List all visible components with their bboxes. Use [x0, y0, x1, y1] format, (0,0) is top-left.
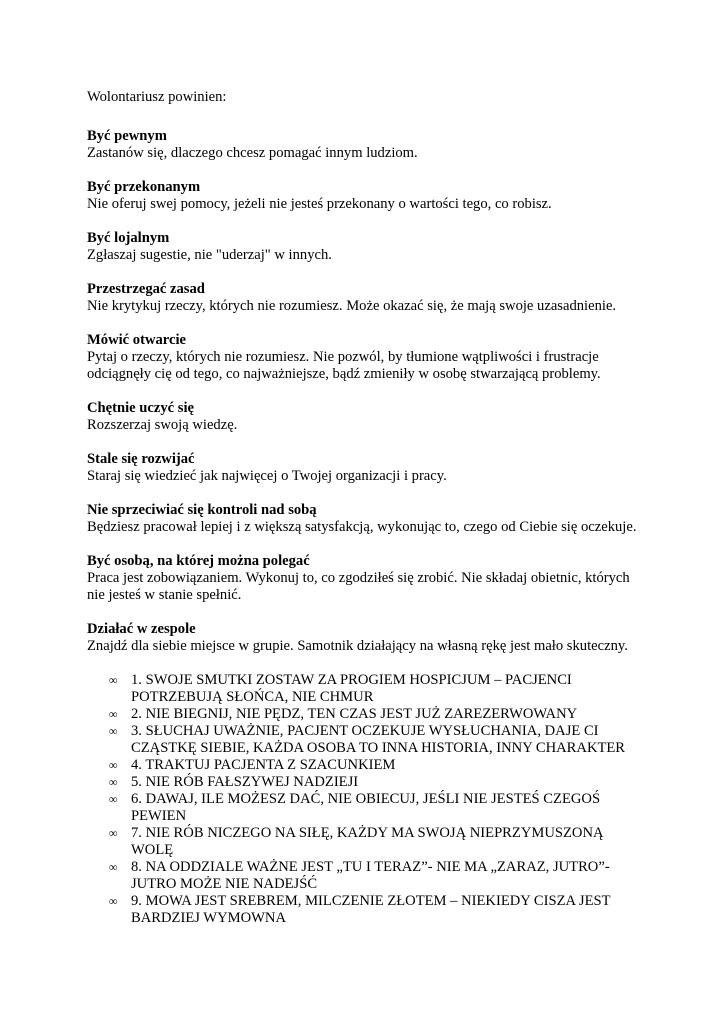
section-be-convinced — [87, 179, 647, 213]
section-body: Będziesz pracował lepiej i z większą satysfakcją, wykonując to, czego od Ciebie się oczekuje. — [87, 519, 637, 535]
rules-list — [87, 672, 647, 927]
section-body: Praca jest zobowiązaniem. Wykonuj to, co zgodziłeś się zrobić. Nie składaj obietnic, których nie jesteś w stanie spełnić. — [87, 570, 630, 603]
section-heading: Nie sprzeciwiać się kontroli nad sobą — [87, 502, 317, 518]
section-body: Zgłaszaj sugestie, nie "uderzaj" w innych. — [87, 247, 332, 263]
infinity-bullet-icon: ∞ — [109, 792, 118, 806]
section-accept-supervision — [87, 502, 647, 536]
list-item — [87, 706, 647, 723]
section-teamwork — [87, 621, 647, 655]
list-item — [87, 774, 647, 791]
list-item — [87, 791, 647, 825]
section-be-reliable — [87, 553, 647, 604]
list-item-text: 4. TRAKTUJ PACJENTA Z SZACUNKIEM — [131, 757, 396, 773]
section-body: Nie oferuj swej pomocy, jeżeli nie jesteś przekonany o wartości tego, co robisz. — [87, 196, 552, 212]
section-speak-openly — [87, 332, 647, 383]
list-item-text: 3. SŁUCHAJ UWAŻNIE, PACJENT OCZEKUJE WYSŁUCHANIA, DAJE CI CZĄSTKĘ SIEBIE, KAŻDA OSOBA TO INNA HISTORIA, INNY CHARAKTER — [131, 723, 626, 756]
list-item — [87, 825, 647, 859]
section-heading: Być przekonanym — [87, 179, 201, 195]
section-heading: Być lojalnym — [87, 230, 170, 246]
section-heading: Być osobą, na której można polegać — [87, 553, 310, 569]
list-item-text: 8. NA ODDZIALE WAŻNE JEST „TU I TERAZ”- NIE MA „ZARAZ, JUTRO”- JUTRO MOŻE NIE NADEJŚĆ — [131, 859, 610, 892]
section-heading: Mówić otwarcie — [87, 332, 187, 348]
section-keep-developing — [87, 451, 647, 485]
section-body: Znajdź dla siebie miejsce w grupie. Samotnik działający na własną rękę jest mało skuteczny. — [87, 638, 628, 654]
infinity-bullet-icon: ∞ — [109, 758, 118, 772]
list-item-text: 2. NIE BIEGNIJ, NIE PĘDZ, TEN CZAS JEST JUŻ ZAREZERWOWANY — [131, 706, 578, 722]
section-heading: Stale się rozwijać — [87, 451, 195, 467]
infinity-bullet-icon: ∞ — [109, 894, 118, 908]
list-item-text: 5. NIE RÓB FAŁSZYWEJ NADZIEJI — [131, 774, 359, 790]
section-be-loyal — [87, 230, 647, 264]
section-body: Rozszerzaj swoją wiedzę. — [87, 417, 238, 433]
infinity-bullet-icon: ∞ — [109, 860, 118, 874]
section-body: Nie krytykuj rzeczy, których nie rozumiesz. Może okazać się, że mają swoje uzasadnienie. — [87, 298, 617, 314]
list-item-text: 6. DAWAJ, ILE MOŻESZ DAĆ, NIE OBIECUJ, JEŚLI NIE JESTEŚ CZEGOŚ PEWIEN — [131, 791, 601, 824]
section-follow-rules — [87, 281, 647, 315]
infinity-bullet-icon: ∞ — [109, 826, 118, 840]
list-item — [87, 672, 647, 706]
list-item — [87, 723, 647, 757]
list-item — [87, 757, 647, 774]
list-item-text: 1. SWOJE SMUTKI ZOSTAW ZA PROGIEM HOSPICJUM – PACJENCI POTRZEBUJĄ SŁOŃCA, NIE CHMUR — [131, 672, 572, 705]
section-heading: Być pewnym — [87, 128, 167, 144]
section-heading: Przestrzegać zasad — [87, 281, 205, 297]
intro-text: Wolontariusz powinien: — [87, 89, 227, 105]
section-be-confident — [87, 128, 647, 162]
section-learn-willingly — [87, 400, 647, 434]
section-body: Zastanów się, dlaczego chcesz pomagać innym ludziom. — [87, 145, 418, 161]
infinity-bullet-icon: ∞ — [109, 724, 118, 738]
infinity-bullet-icon: ∞ — [109, 775, 118, 789]
document-page — [87, 89, 647, 927]
section-body: Staraj się wiedzieć jak najwięcej o Twojej organizacji i pracy. — [87, 468, 447, 484]
infinity-bullet-icon: ∞ — [109, 707, 118, 721]
list-item-text: 9. MOWA JEST SREBREM, MILCZENIE ZŁOTEM – NIEKIEDY CISZA JEST BARDZIEJ WYMOWNA — [131, 893, 611, 926]
list-item — [87, 859, 647, 893]
infinity-bullet-icon: ∞ — [109, 673, 118, 687]
list-item-text: 7. NIE RÓB NICZEGO NA SIŁĘ, KAŻDY MA SWOJĄ NIEPRZYMUSZONĄ WOLĘ — [131, 825, 604, 858]
section-heading: Działać w zespole — [87, 621, 196, 637]
list-item — [87, 893, 647, 927]
section-body: Pytaj o rzeczy, których nie rozumiesz. Nie pozwól, by tłumione wątpliwości i frustracje odciągnęły cię od tego, co najważniejsze, bądź zmieniły w osobę stwarzającą problemy. — [87, 349, 601, 382]
section-heading: Chętnie uczyć się — [87, 400, 194, 416]
